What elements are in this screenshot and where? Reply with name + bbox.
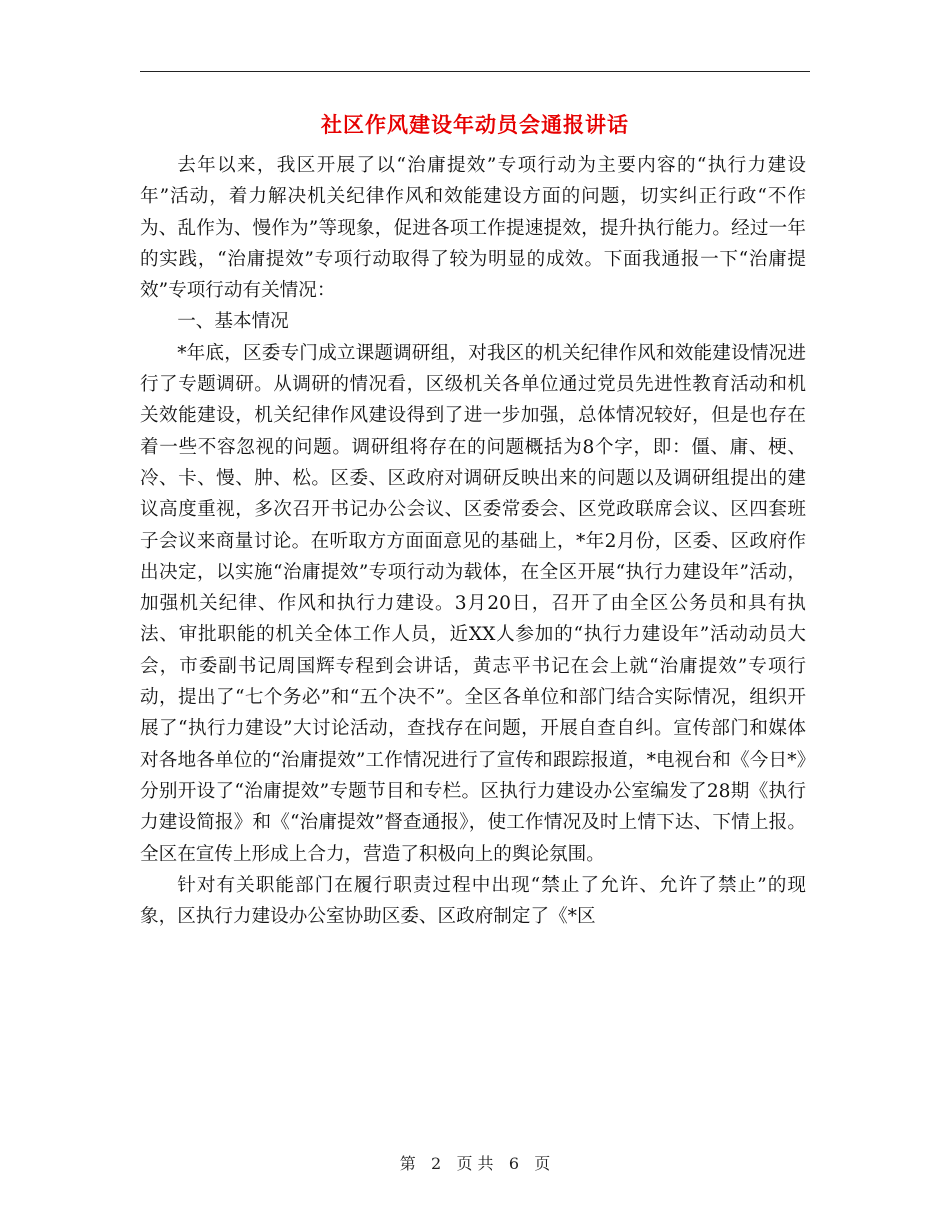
document-body	[140, 150, 806, 932]
footer-current-page: 2	[430, 1154, 442, 1173]
header-rule	[140, 71, 810, 72]
paragraph-measures: 针对有关职能部门在履行职责过程中出现“禁止了允许、允许了禁止”的现象，区执行力建设办公室协助区委、区政府制定了《*区	[140, 874, 806, 928]
section-heading-basic: 一、基本情况	[177, 311, 289, 333]
footer-suffix: 页	[534, 1154, 551, 1173]
footer-prefix: 第	[399, 1154, 416, 1173]
document-title: 社区作风建设年动员会通报讲话	[321, 113, 629, 137]
paragraph-basic-situation: *年底，区委专门成立课题调研组，对我区的机关纪律作风和效能建设情况进行了专题调研。从调研的情况看，区级机关各单位通过党员先进性教育活动和机关效能建设，机关纪律作风建设得到了进一步加强，总体情况较好，但是也存在着一些不容忽视的问题。调研组将存在的问题概括为8个字，即：僵、庸、梗、冷、卡、慢、肿、松。区委、区政府对调研反映出来的问题以及调研组提出的建议高度重视，多次召开书记办公会议、区委常委会、区党政联席会议、区四套班子会议来商量讨论。在听取方方面面意见的基础上，*年2月份，区委、区政府作出决定，以实施“治庸提效”专项行动为载体，在全区开展“执行力建设年”活动，加强机关纪律、作风和执行力建设。3月20日，召开了由全区公务员和具有执法、审批职能的机关全体工作人员，近XX人参加的“执行力建设年”活动动员大会，市委副书记周国辉专程到会讲话，黄志平书记在会上就“治庸提效”专项行动，提出了“七个务必”和“五个决不”。全区各单位和部门结合实际情况，组织开展了“执行力建设”大讨论活动，查找存在问题，开展自查自纠。宣传部门和媒体对各地各单位的“治庸提效”工作情况进行了宣传和跟踪报道，*电视台和《今日*》分别开设了“治庸提效”专题节目和专栏。区执行力建设办公室编发了28期《执行力建设简报》和《“治庸提效”督查通报》，使工作情况及时上情下达、下情上报。全区在宣传上形成上合力，营造了积极向上的舆论氛围。	[140, 342, 806, 865]
paragraph-intro: 去年以来，我区开展了以“治庸提效”专项行动为主要内容的“执行力建设年”活动，着力解决机关纪律作风和效能建设方面的问题，切实纠正行政“不作为、乱作为、慢作为”等现象，促进各项工作提速提效，提升执行能力。经过一年的实践，“治庸提效”专项行动取得了较为明显的成效。下面我通报一下“治庸提效”专项行动有关情况：	[140, 155, 806, 302]
page-footer	[0, 1152, 950, 1176]
footer-middle: 页 共	[456, 1154, 494, 1173]
footer-total-pages: 6	[508, 1154, 520, 1173]
